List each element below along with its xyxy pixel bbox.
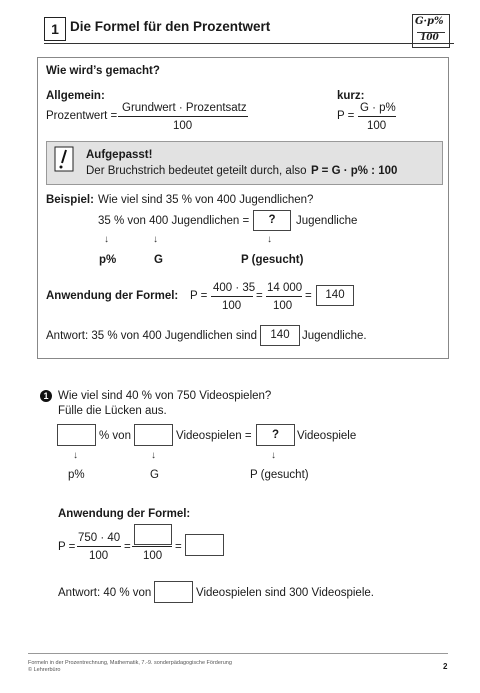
- short-formula-lhs: P =: [337, 110, 355, 122]
- page-title: Die Formel für den Prozentwert: [70, 19, 271, 34]
- task-antwort-left: Antwort: 40 % von: [58, 587, 152, 599]
- task-anwendung-denominator: 100: [89, 550, 109, 562]
- page-number: 2: [443, 662, 448, 671]
- kurz-label: kurz:: [337, 90, 365, 102]
- warning-text: Der Bruchstrich bedeutet geteilt durch, also: [86, 165, 307, 177]
- task-anwendung-equals-2: =: [175, 541, 182, 553]
- pct-von-text: % von: [99, 430, 131, 442]
- label-g: G: [154, 254, 163, 266]
- logo-bottom: 100: [420, 33, 439, 43]
- anwendung-numerator-2: 14 000: [267, 282, 303, 294]
- anwendung-lhs: P =: [190, 290, 208, 302]
- anwendung-numerator: 400 · 35: [213, 282, 256, 294]
- arrow-down-icon: ↓: [104, 234, 109, 245]
- allgemein-label: Allgemein:: [46, 90, 105, 102]
- short-formula-numerator: G · p%: [360, 102, 396, 114]
- anwendung-fraction-line-2: [266, 296, 302, 297]
- beispiel-label: Beispiel:: [46, 194, 94, 206]
- anwendung-fraction-line: [211, 296, 253, 297]
- videospiele-text: Videospiele: [297, 430, 357, 442]
- example-equation-right: Jugendliche: [296, 215, 358, 227]
- section-number: 1: [44, 17, 66, 41]
- arrow-down-icon: ↓: [153, 234, 158, 245]
- task-label-p-percent: p%: [68, 469, 85, 481]
- warning-box: [46, 141, 443, 185]
- label-p-gesucht: P (gesucht): [241, 254, 304, 266]
- formula-fraction-line: [118, 116, 248, 117]
- task-anwendung-lhs: P =: [58, 541, 76, 553]
- anwendung-result-box: 140: [316, 285, 354, 306]
- task-anwendung-label: Anwendung der Formel:: [58, 508, 191, 520]
- anwendung-equals: =: [256, 290, 263, 302]
- task-fraction-line-2: [132, 546, 172, 547]
- antwort-input[interactable]: [154, 581, 193, 603]
- task-anwendung-numerator: 750 · 40: [78, 532, 121, 544]
- task-label-g: G: [150, 469, 159, 481]
- task-unknown-box: ?: [256, 424, 295, 446]
- formula-denominator: 100: [173, 120, 193, 132]
- task-instruction: Fülle die Lücken aus.: [58, 405, 167, 417]
- task-fraction-line: [77, 546, 121, 547]
- short-formula-fraction-line: [358, 116, 396, 117]
- example-unknown-box: ?: [253, 210, 291, 231]
- arrow-down-icon: ↓: [73, 450, 78, 461]
- warning-icon: [54, 146, 74, 172]
- footer-copyright: © Lehrerbüro: [28, 667, 61, 673]
- arrow-down-icon: ↓: [151, 450, 156, 461]
- numerator-input[interactable]: [134, 524, 172, 545]
- task-label-p-gesucht: P (gesucht): [250, 469, 309, 481]
- header-rule: [44, 43, 454, 44]
- percent-input[interactable]: [57, 424, 96, 446]
- task-number-badge: 1: [40, 390, 52, 402]
- formula-lhs: Prozentwert =: [46, 110, 118, 122]
- task-anwendung-equals: =: [124, 541, 131, 553]
- warning-formula: P = G · p% : 100: [311, 165, 398, 177]
- label-p-percent: p%: [99, 254, 117, 266]
- arrow-down-icon: ↓: [271, 450, 276, 461]
- videospielen-eq-text: Videospielen =: [176, 430, 252, 442]
- arrow-down-icon: ↓: [267, 234, 272, 245]
- formula-numerator: Grundwert · Prozentsatz: [122, 102, 247, 114]
- antwort-left: Antwort: 35 % von 400 Jugendlichen sind: [46, 330, 257, 342]
- anwendung-equals-2: =: [305, 290, 312, 302]
- anwendung-denominator-2: 100: [273, 300, 293, 312]
- beispiel-question: Wie viel sind 35 % von 400 Jugendlichen?: [98, 194, 314, 206]
- anwendung-denominator: 100: [222, 300, 242, 312]
- antwort-box: 140: [260, 325, 300, 346]
- antwort-right: Jugendliche.: [302, 330, 367, 342]
- logo-top: G·p%: [415, 16, 444, 27]
- result-input[interactable]: [185, 534, 224, 556]
- task-antwort-right: Videospielen sind 300 Videospiele.: [196, 587, 374, 599]
- example-equation-left: 35 % von 400 Jugendlichen =: [98, 215, 250, 227]
- panel-heading: Wie wird’s gemacht?: [46, 65, 160, 77]
- warning-title: Aufgepasst!: [86, 149, 153, 161]
- anwendung-label: Anwendung der Formel:: [46, 290, 179, 302]
- task-anwendung-denominator-2: 100: [143, 550, 163, 562]
- footer-rule: [28, 653, 448, 654]
- task-question: Wie viel sind 40 % von 750 Videospielen?: [58, 390, 272, 402]
- short-formula-denominator: 100: [367, 120, 387, 132]
- grundwert-input[interactable]: [134, 424, 173, 446]
- footer-source: Formeln in der Prozentrechnung, Mathematik, 7.-9. sonderpädagogische Förderung: [28, 660, 232, 666]
